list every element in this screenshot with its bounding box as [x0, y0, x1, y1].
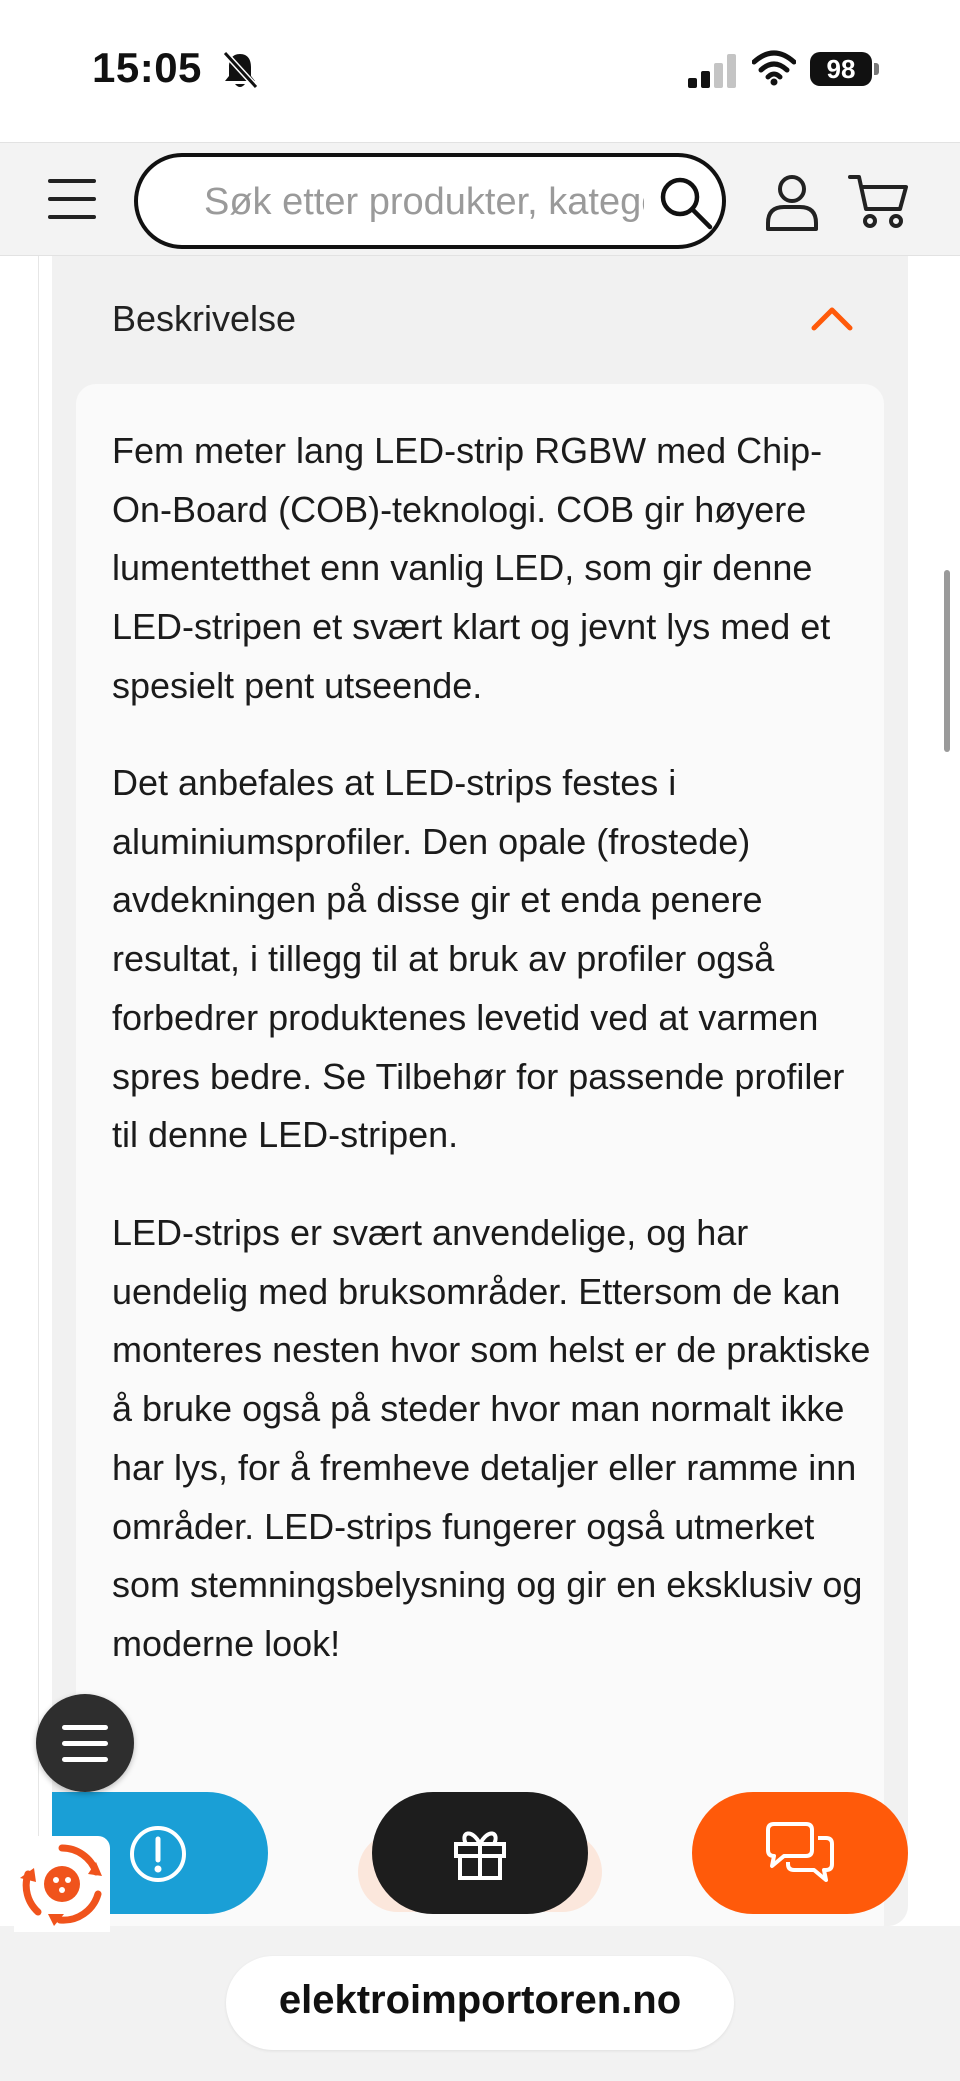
trust-badge-icon[interactable]	[14, 1836, 110, 1932]
battery-indicator: 98	[810, 52, 872, 86]
search-icon[interactable]	[658, 175, 714, 231]
chevron-up-icon[interactable]	[808, 294, 856, 338]
chat-icon	[762, 1822, 838, 1884]
accordion-header[interactable]	[52, 286, 908, 358]
description-content	[76, 384, 884, 1944]
menu-icon-bar	[48, 179, 96, 183]
gift-icon	[450, 1822, 510, 1882]
description-paragraph: Det anbefales at LED-strips festes i aluminiumsprofiler. Den opale (frostede) avdekningen på disse gir et enda penere resultat, i tillegg til at bruk av profiler også forbedrer produktenes levetid ved at varmen spres bedre. Se Tilbehør for passende profiler til denne LED-stripen.	[112, 762, 845, 1156]
floating-menu-button[interactable]	[36, 1694, 134, 1792]
menu-button[interactable]	[48, 179, 96, 219]
search-bar[interactable]	[134, 153, 726, 249]
bell-off-icon	[222, 50, 258, 90]
url-bar[interactable]	[226, 1956, 734, 2050]
url-text: elektroimportoren.no	[278, 1978, 682, 2022]
menu-icon-bar	[48, 215, 96, 219]
page-scrollbar[interactable]	[944, 570, 950, 752]
status-time: 15:05	[92, 44, 202, 91]
wifi-icon	[752, 50, 796, 86]
menu-icon-bar	[62, 1741, 108, 1746]
info-icon	[128, 1824, 188, 1884]
menu-icon-bar	[62, 1725, 108, 1730]
description-paragraph: LED-strips er svært anvendelige, og har uendelig med bruksområder. Ettersom de kan monteres nesten hvor som helst er de praktiske å bruke også på steder hvor man normalt ikke har lys, for å fremheve detaljer eller ramme inn områder. LED-strips fungerer også utmerket som stemningsbelysning og gir en eksklusiv og moderne look!	[112, 1212, 871, 1664]
cellular-signal-icon	[688, 54, 738, 88]
shopping-cart-icon[interactable]	[848, 173, 910, 229]
chat-button[interactable]	[692, 1792, 908, 1914]
site-header	[0, 142, 960, 256]
accordion-title: Beskrivelse	[112, 298, 297, 339]
status-bar	[0, 0, 960, 142]
menu-icon-bar	[48, 197, 96, 201]
browser-toolbar	[0, 1926, 960, 2081]
user-account-icon[interactable]	[764, 173, 820, 231]
menu-icon-bar	[62, 1757, 108, 1762]
search-input[interactable]	[204, 177, 644, 227]
gift-button[interactable]	[372, 1792, 588, 1914]
battery-tip	[874, 63, 879, 75]
description-accordion	[52, 256, 908, 1926]
description-paragraph: Fem meter lang LED-strip RGBW med Chip-On-Board (COB)-teknologi. COB gir høyere lumentetthet enn vanlig LED, som gir denne LED-stripen et svært klart og jevnt lys med et spesielt pent utseende.	[112, 430, 831, 706]
content-border	[38, 256, 39, 1926]
